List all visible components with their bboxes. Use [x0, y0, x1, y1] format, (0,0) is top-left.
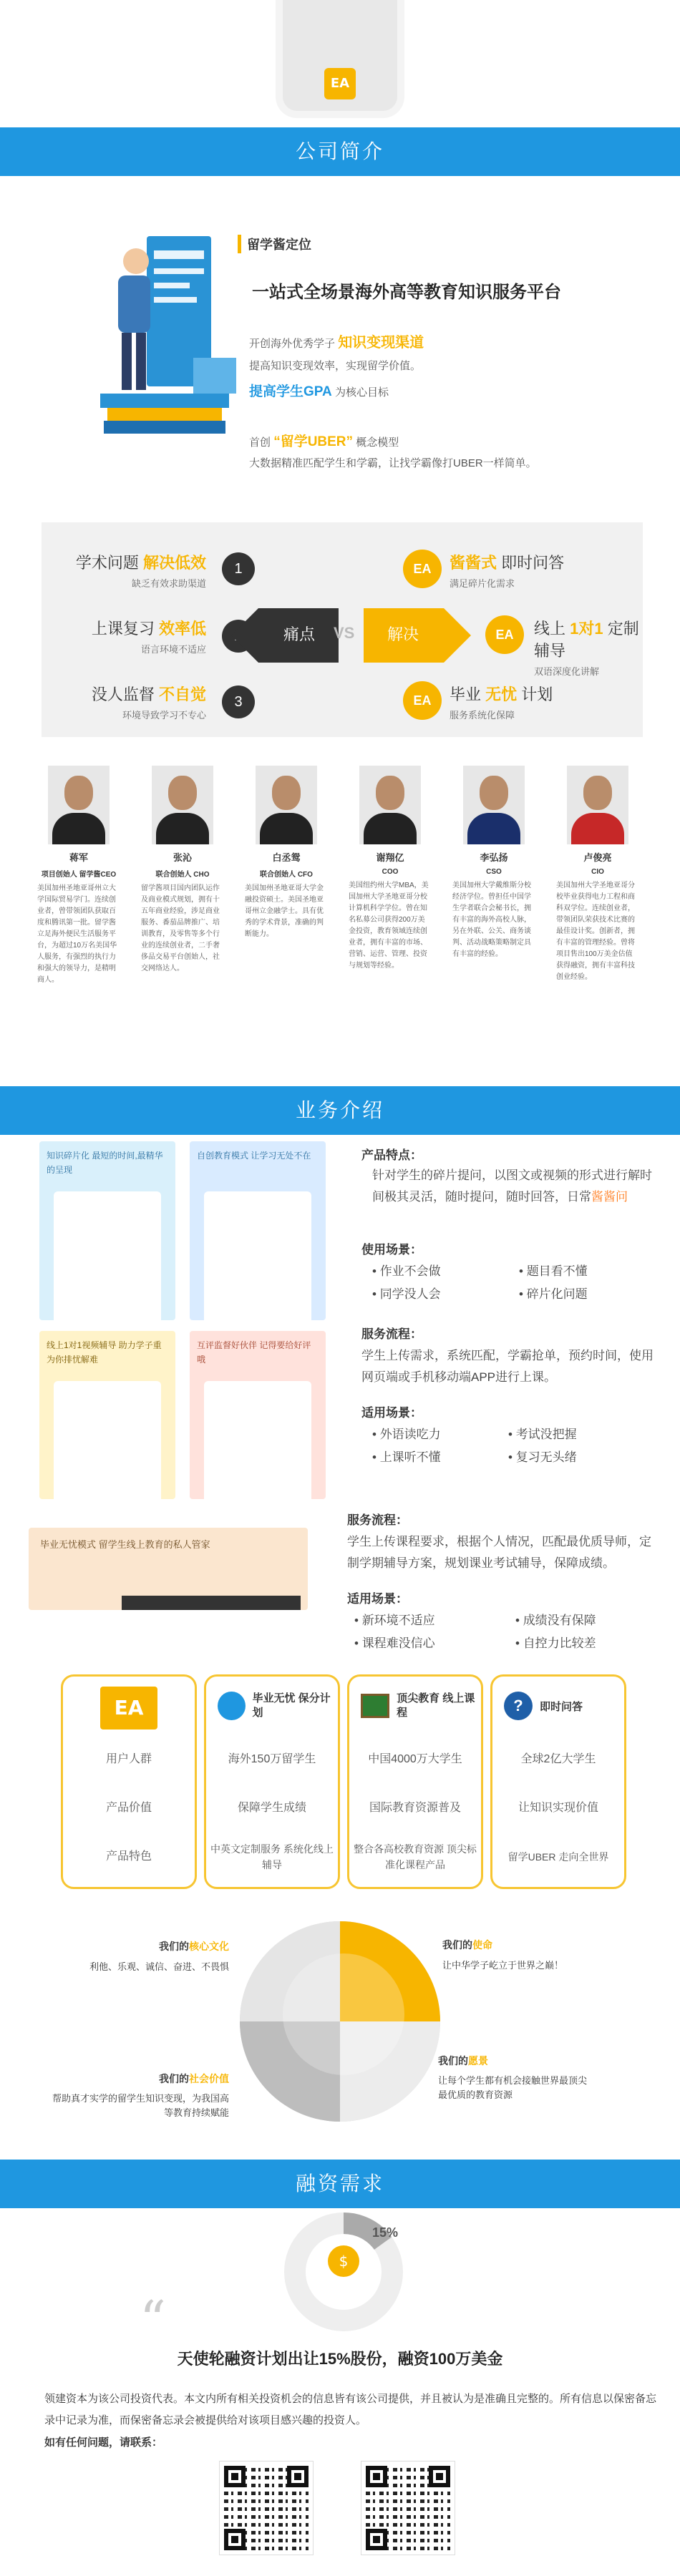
solution-logo-2: EA [485, 615, 524, 654]
block2-item-1: • 外语读吃力 [372, 1428, 441, 1441]
mission-block [442, 1938, 657, 1971]
solution-row-3-sub: 服务系统化保障 [450, 710, 515, 721]
pain-number-1: 1 [222, 552, 255, 585]
vs-label: VS [334, 624, 355, 642]
block3-item-4: • 自控力比较差 [515, 1636, 596, 1650]
pain-row-3 [56, 683, 206, 721]
intro-line-3-highlight: 提高学生GPA [249, 384, 332, 399]
intro-line-4-pre: 首创 [249, 436, 271, 449]
block2-item-4: • 复习无头绪 [508, 1450, 577, 1464]
feature-ea-logo: EA [100, 1687, 157, 1729]
qr-code-1[interactable] [220, 2462, 313, 2555]
intro-line-5: 大数据精准匹配学生和学霸，让找学霸像打UBER一样简单。 [249, 457, 537, 469]
financing-percent: 15% [372, 2225, 399, 2240]
block1-item-4: • 碎片化问题 [519, 1287, 588, 1301]
feature-col-2-row-3: 整合各高校教育资源 顶尖标准化课程产品 [354, 1843, 477, 1870]
member-role: CIO [591, 868, 604, 876]
block2-item-3: • 上课听不懂 [372, 1450, 441, 1464]
team-member-2 [140, 766, 225, 975]
solution-row-2-post: 定制辅导 [534, 620, 639, 660]
disclaimer: 领建资本为该公司投资代表。本文内所有相关投资机会的信息皆有该公司提供，并且被认为是准确且完整的。所有信息以保密备忘录中记录为准，而保密备忘录会被提供给对该项目感兴趣的投资人。 [44, 2393, 657, 2426]
vision-highlight: 愿景 [468, 2055, 488, 2067]
feature-col-1-row-2: 保障学生成绩 [237, 1802, 306, 1814]
pain-label: 痛点 [283, 625, 315, 643]
team-member-5 [451, 766, 537, 960]
pain-row-2-sub: 语言环境不适应 [140, 644, 206, 655]
block3-scene-heading: 适用场景： [347, 1592, 408, 1606]
ea-logo: EA [324, 68, 356, 99]
feature-column-graduation [204, 1674, 340, 1889]
feature-labels-column [61, 1674, 197, 1889]
intro-line-1 [249, 331, 424, 351]
quote-mark: “ [140, 2290, 166, 2350]
member-desc: 留学酱项目国内团队运作及商业模式规划，拥有十五年商业经验，涉足商业服务、番茄品牌推广、培训教育，及零售等多个行业的连续创业者，二手奢侈品交易平台创始人，社交网络达人。 [141, 884, 220, 972]
intro-line-1-highlight: 知识变现渠道 [338, 335, 424, 351]
question-icon: ? [504, 1692, 533, 1720]
culture-highlight: 核心文化 [189, 1941, 229, 1952]
mission-highlight: 使命 [472, 1939, 492, 1951]
team-member-6 [555, 766, 641, 983]
member-role: 联合创始人 CHO [155, 871, 210, 879]
solution-logo-1: EA [403, 550, 442, 588]
solution-row-2-highlight: 1对1 [570, 620, 603, 638]
feature-col-3-row-3: 留学UBER 走向全世界 [507, 1851, 609, 1863]
solution-row-1-sub: 满足碎片化需求 [450, 578, 515, 589]
phone-mockup [276, 0, 404, 118]
social-value-block [50, 2072, 229, 2120]
feature-card-4 [190, 1331, 326, 1499]
feature-label-users: 用户人群 [105, 1753, 152, 1765]
intro-line-1-pre: 开创海外优秀学子 [249, 338, 336, 350]
block3-item-2-text: 成绩没有保障 [523, 1614, 596, 1627]
member-photo [48, 766, 110, 844]
pain-row-3-sub: 环境导致学习不专心 [122, 710, 206, 721]
member-desc: 美国加州大学戴维斯分校经济学位。曾担任中国学生学者联合会秘书长，拥有丰富的海外高校人脉，另在外联、公关、商务谈判、活动战略策略制定具有丰富的经验。 [452, 882, 531, 958]
feature-col-3-row-1: 全球2亿大学生 [520, 1753, 596, 1765]
member-desc: 美国纽约州大学MBA，美国加州大学圣地亚哥分校计算机科学学位。曾在知名私募公司获得200万美金投资，教育领域连续创业者，拥有丰富的市场、营销、运营、管理、投资与规划等经验。 [349, 882, 429, 970]
member-photo [152, 766, 213, 844]
block3-paragraph: 学生上传课程要求，根据个人情况，匹配最优质导师，定制学期辅导方案，规划课业考试辅导，保障成绩。 [347, 1535, 651, 1570]
member-desc: 美国加州圣地亚哥州立大学国际贸易学门。连续创业者，曾带领团队获取百度和腾讯第一批。留学酱立足海外便民生活服务平台，为超过10万名美国华人服务，有强烈的执行力和强大的领导力，是精明商人。 [37, 884, 117, 984]
block1-item-2-text: 题目看不懂 [526, 1264, 588, 1278]
block1-item-2: • 题目看不懂 [519, 1264, 588, 1278]
member-name: 白丞鸳 [272, 852, 301, 863]
banner-business-intro: 业务介绍 [0, 1086, 680, 1135]
block1-paragraph [372, 1165, 659, 1208]
solution-row-2-pre: 线上 [534, 620, 566, 638]
member-desc: 美国加州大学圣地亚哥分校毕业获得电力工程和商科双学位。连续创业者，带领团队荣获技术比赛的最佳设计奖。创新者，拥有丰富的管理经验。曾将项目售出100万美金估值获得融资，拥有丰富科技创业经验。 [556, 882, 635, 981]
feature-col-1-row-1: 海外150万留学生 [228, 1753, 316, 1765]
solution-row-2 [534, 617, 643, 678]
intro-line-4-highlight: “留学UBER” [273, 434, 354, 449]
values-sphere [236, 1918, 444, 2125]
block1-scene-heading: 使用场景： [361, 1243, 422, 1257]
pain-row-1 [70, 551, 206, 590]
feature-col-2-row-2: 国际教育资源普及 [369, 1802, 461, 1814]
block1-item-3-text: 同学没人会 [379, 1287, 441, 1301]
feature-col-1-row-3: 中英文定制服务 系统化线上辅导 [210, 1843, 334, 1870]
pain-row-2-highlight: 效率低 [158, 620, 206, 638]
pain-row-2-pre: 上课复习 [91, 620, 155, 638]
pain-number-3: 3 [222, 686, 255, 718]
feature-col-2-title: 顶尖教育 线上课程 [397, 1692, 475, 1719]
block1-heading: 产品特点： [361, 1148, 422, 1162]
block2-item-2-text: 考试没把握 [515, 1428, 577, 1441]
intro-line-4-post: 概念模型 [356, 436, 399, 449]
culture-block [43, 1939, 229, 1973]
graduation-icon [218, 1692, 246, 1720]
block1-item-3: • 同学没人会 [372, 1287, 441, 1301]
pain-row-3-highlight: 不自觉 [158, 686, 206, 703]
block2-paragraph: 学生上传需求，系统匹配，学霸抢单，预约时间，使用网页端或手机移动端APP进行上课。 [361, 1349, 654, 1384]
block3-item-3: • 课程难没信心 [354, 1636, 435, 1650]
member-photo [256, 766, 317, 844]
team-member-4 [347, 766, 433, 972]
pain-row-1-highlight: 解决低效 [142, 554, 206, 572]
member-name: 李弘扬 [480, 852, 508, 863]
reading-illustration [86, 229, 243, 436]
pain-row-1-pre: 学术问题 [75, 554, 139, 572]
mission-pre: 我们的 [442, 1939, 472, 1951]
feature-card-2 [190, 1141, 326, 1320]
block3-item-2: • 成绩没有保障 [515, 1614, 596, 1627]
solution-row-1-post: 即时问答 [501, 554, 565, 572]
banner-financing: 融资需求 [0, 2160, 680, 2208]
feature-card-3-title: 线上1对1视频辅导 助力学子重为你排忧解难 [47, 1340, 162, 1365]
block3-item-1-text: 新环境不适应 [361, 1614, 435, 1627]
team-member-1 [36, 766, 122, 986]
feature-card-4-title: 互评监督好伙伴 记得要给好评哦 [197, 1340, 311, 1365]
vision-block [438, 2054, 588, 2102]
feature-column-qa [490, 1674, 626, 1889]
pain-row-2 [56, 617, 206, 655]
intro-line-4 [249, 431, 399, 450]
chart-board-icon [361, 1694, 389, 1718]
block2-item-4-text: 复习无头绪 [515, 1450, 577, 1464]
mission-text: 让中华学子屹立于世界之巅！ [442, 1960, 564, 1971]
solution-row-3 [450, 683, 553, 721]
block2-heading: 服务流程： [361, 1327, 422, 1341]
feature-card-1-title: 知识碎片化 最短的时间,最精华的呈现 [47, 1151, 163, 1175]
intro-line-3-post: 为核心目标 [334, 386, 389, 399]
feature-card-5 [29, 1528, 308, 1610]
solution-row-1 [450, 551, 564, 590]
feature-col-3-title: 即时问答 [540, 1700, 583, 1713]
feature-card-3 [39, 1331, 175, 1499]
svg-text:$: $ [339, 2253, 349, 2270]
block3-heading: 服务流程： [347, 1513, 408, 1527]
feature-column-courses [347, 1674, 483, 1889]
block2-item-1-text: 外语读吃力 [379, 1428, 441, 1441]
feature-label-specialty: 产品特色 [105, 1850, 152, 1863]
block2-item-2: • 考试没把握 [508, 1428, 577, 1441]
pain-row-3-pre: 没人监督 [91, 686, 155, 703]
headline: 一站式全场景海外高等教育知识服务平台 [252, 283, 561, 302]
position-label: 留学酱定位 [238, 235, 311, 253]
feature-card-5-title: 毕业无忧模式 留学生线上教育的私人管家 [40, 1539, 210, 1550]
member-role: COO [382, 868, 399, 876]
culture-pre: 我们的 [159, 1941, 189, 1952]
member-name: 谢翔亿 [376, 852, 404, 863]
member-name: 卢俊亮 [583, 852, 612, 863]
block1-paragraph-text: 针对学生的碎片提问，以图文或视频的形式进行解时间极其灵活，随时提问，随时回答，日常 [372, 1169, 652, 1204]
block2-item-3-text: 上课听不懂 [379, 1450, 441, 1464]
solution-row-3-post: 计划 [521, 686, 553, 703]
member-role: 项目创始人 留学酱CEO [41, 871, 117, 879]
social-value-highlight: 社会价值 [189, 2073, 229, 2084]
block3-item-4-text: 自控力比较差 [523, 1636, 596, 1650]
block1-item-1-text: 作业不会做 [379, 1264, 441, 1278]
social-value-text: 帮助真才实学的留学生知识变现，为我国高等教育持续赋能 [52, 2093, 229, 2118]
block1-item-4-text: 碎片化问题 [526, 1287, 588, 1301]
feature-col-1-title: 毕业无忧 保分计划 [252, 1692, 331, 1719]
contact-label: 如有任何问题，请联系： [44, 2436, 163, 2449]
feature-col-3-row-2: 让知识实现价值 [518, 1802, 598, 1814]
feature-col-2-row-1: 中国4000万大学生 [368, 1753, 462, 1765]
solution-row-3-highlight: 无忧 [485, 686, 518, 703]
culture-text: 利他、乐观、诚信、奋进、不畏惧 [89, 1961, 229, 1972]
team-member-3 [243, 766, 329, 940]
member-photo [463, 766, 525, 844]
member-desc: 美国加州圣地亚哥大学金融投资硕士。美国圣地亚哥州立金融学士。具有优秀的学术背景，准确的判断能力。 [245, 884, 324, 938]
block3-item-3-text: 课程难没信心 [361, 1636, 435, 1650]
member-role: 联合创始人 CFO [260, 871, 313, 879]
block2-scene-heading: 适用场景： [361, 1406, 422, 1420]
pain-solution-panel [42, 522, 643, 737]
solution-logo-3: EA [403, 681, 442, 720]
solution-label: 解决 [387, 625, 419, 643]
member-name: 蒋军 [69, 852, 88, 863]
social-value-pre: 我们的 [159, 2073, 189, 2084]
block1-paragraph-highlight: 酱酱问 [591, 1190, 628, 1204]
member-photo [359, 766, 421, 844]
pain-row-1-sub: 缺乏有效求助渠道 [131, 578, 206, 589]
feature-label-value: 产品价值 [105, 1802, 152, 1814]
financing-headline: 天使轮融资计划出让15%股份，融资100万美金 [177, 2350, 503, 2368]
member-name: 张沁 [173, 852, 192, 863]
vision-pre: 我们的 [438, 2055, 468, 2067]
feature-card-2-title: 自创教育模式 让学习无处不在 [197, 1151, 311, 1161]
member-role: CSO [486, 868, 502, 876]
member-photo [567, 766, 628, 844]
qr-code-2[interactable] [361, 2462, 455, 2555]
block3-item-1: • 新环境不适应 [354, 1614, 435, 1627]
feature-card-1 [39, 1141, 175, 1320]
vision-text: 让每个学生都有机会接触世界最顶尖最优质的教育资源 [438, 2075, 588, 2100]
intro-line-3 [249, 381, 389, 400]
block1-item-1: • 作业不会做 [372, 1264, 441, 1278]
intro-line-2: 提高知识变现效率，实现留学价值。 [249, 360, 422, 372]
solution-row-1-highlight: 酱酱式 [450, 554, 497, 572]
solution-row-3-pre: 毕业 [450, 686, 482, 703]
banner-company-intro: 公司简介 [0, 127, 680, 176]
solution-row-2-sub: 双语深度化讲解 [534, 666, 600, 677]
